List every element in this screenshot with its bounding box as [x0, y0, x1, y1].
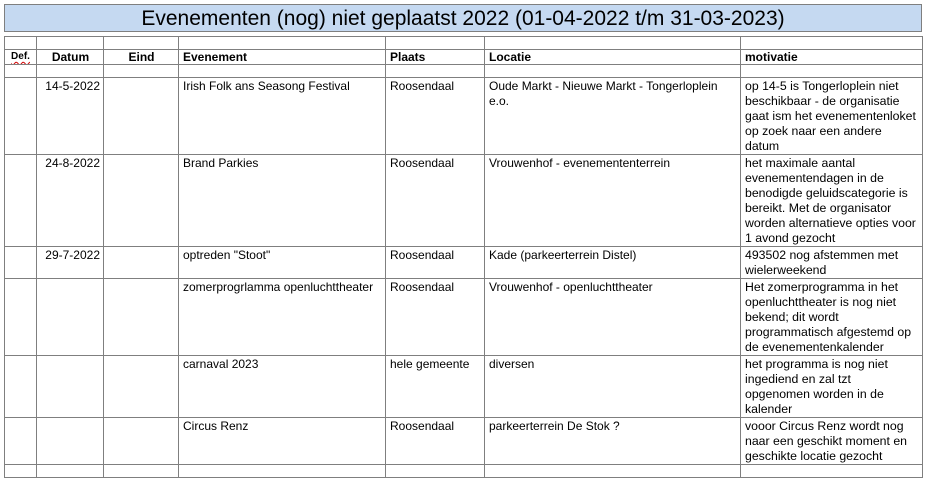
- cell-locatie[interactable]: parkeerterrein De Stok ?: [485, 418, 741, 465]
- cell[interactable]: [485, 465, 741, 478]
- cell-motivatie[interactable]: Het zomerprogramma in het openluchttheater is nog niet bekend; dit wordt programmatisch afgestemd op de evenementenkalender: [741, 279, 923, 356]
- table-row: [5, 247, 923, 279]
- cell-plaats[interactable]: hele gemeente: [386, 356, 485, 418]
- cell[interactable]: [104, 37, 179, 50]
- cell-locatie[interactable]: Vrouwenhof - evenemententerrein: [485, 155, 741, 247]
- cell-datum[interactable]: 29-7-2022: [37, 247, 104, 279]
- cell-evenement[interactable]: Circus Renz: [179, 418, 386, 465]
- cell[interactable]: [179, 65, 386, 78]
- header-locatie[interactable]: Locatie: [485, 50, 741, 65]
- blank-row: [5, 37, 923, 50]
- cell-plaats[interactable]: Roosendaal: [386, 247, 485, 279]
- cell[interactable]: [37, 65, 104, 78]
- cell-evenement[interactable]: Irish Folk ans Seasong Festival: [179, 78, 386, 155]
- cell-eind[interactable]: [104, 155, 179, 247]
- cell[interactable]: [741, 465, 923, 478]
- table-row: [5, 78, 923, 155]
- cell[interactable]: [104, 465, 179, 478]
- cell-def[interactable]: [5, 356, 37, 418]
- cell[interactable]: [485, 65, 741, 78]
- cell[interactable]: [37, 465, 104, 478]
- cell-plaats[interactable]: Roosendaal: [386, 418, 485, 465]
- cell-eind[interactable]: [104, 247, 179, 279]
- cell[interactable]: [5, 65, 37, 78]
- cell-evenement[interactable]: carnaval 2023: [179, 356, 386, 418]
- cell[interactable]: [485, 37, 741, 50]
- header-eind[interactable]: Eind: [104, 50, 179, 65]
- header-motivatie[interactable]: motivatie: [741, 50, 923, 65]
- table-row: [5, 418, 923, 465]
- cell[interactable]: [386, 65, 485, 78]
- cell-datum[interactable]: 24-8-2022: [37, 155, 104, 247]
- cell-evenement[interactable]: zomerprogrlamma openluchttheater: [179, 279, 386, 356]
- cell-eind[interactable]: [104, 78, 179, 155]
- cell-def[interactable]: [5, 78, 37, 155]
- sheet-title: Evenementen (nog) niet geplaatst 2022 (01-04-2022 t/m 31-03-2023): [4, 4, 922, 32]
- blank-row: [5, 465, 923, 478]
- cell-eind[interactable]: [104, 418, 179, 465]
- cell-plaats[interactable]: Roosendaal: [386, 78, 485, 155]
- cell[interactable]: [741, 37, 923, 50]
- cell-def[interactable]: [5, 155, 37, 247]
- cell-datum[interactable]: [37, 279, 104, 356]
- cell-motivatie[interactable]: op 14-5 is Tongerloplein niet beschikbaar - de organisatie gaat ism het evenementenloket op zoek naar een andere datum: [741, 78, 923, 155]
- cell[interactable]: [37, 37, 104, 50]
- cell-eind[interactable]: [104, 356, 179, 418]
- cell-plaats[interactable]: Roosendaal: [386, 279, 485, 356]
- table-row: [5, 356, 923, 418]
- cell-motivatie[interactable]: het maximale aantal evenementendagen in de benodigde geluidscategorie is bereikt. Met de organisator worden alternatieve opties voor 1 avond gezocht: [741, 155, 923, 247]
- cell[interactable]: [5, 37, 37, 50]
- cell-locatie[interactable]: diversen: [485, 356, 741, 418]
- cell[interactable]: [386, 465, 485, 478]
- cell-motivatie[interactable]: 493502 nog afstemmen met wielerweekend: [741, 247, 923, 279]
- cell[interactable]: [179, 465, 386, 478]
- cell-plaats[interactable]: Roosendaal: [386, 155, 485, 247]
- header-datum[interactable]: Datum: [37, 50, 104, 65]
- cell-locatie[interactable]: Vrouwenhof - openluchttheater: [485, 279, 741, 356]
- cell-def[interactable]: [5, 418, 37, 465]
- cell-def[interactable]: [5, 279, 37, 356]
- cell-locatie[interactable]: Oude Markt - Nieuwe Markt - Tongerloplein e.o.: [485, 78, 741, 155]
- cell-datum[interactable]: 14-5-2022: [37, 78, 104, 155]
- events-table: [4, 36, 923, 478]
- cell-motivatie[interactable]: het programma is nog niet ingediend en zal tzt opgenomen worden in de kalender: [741, 356, 923, 418]
- cell[interactable]: [5, 465, 37, 478]
- table-row: [5, 279, 923, 356]
- cell-evenement[interactable]: Brand Parkies: [179, 155, 386, 247]
- cell-def[interactable]: [5, 247, 37, 279]
- cell-motivatie[interactable]: vooor Circus Renz wordt nog naar een geschikt moment en geschikte locatie gezocht: [741, 418, 923, 465]
- cell-datum[interactable]: [37, 418, 104, 465]
- cell-locatie[interactable]: Kade (parkeerterrein Distel): [485, 247, 741, 279]
- cell[interactable]: [104, 65, 179, 78]
- header-evenement[interactable]: Evenement: [179, 50, 386, 65]
- cell-eind[interactable]: [104, 279, 179, 356]
- cell[interactable]: [179, 37, 386, 50]
- cell-evenement[interactable]: optreden "Stoot": [179, 247, 386, 279]
- table-row: [5, 155, 923, 247]
- header-row: [5, 50, 923, 65]
- cell[interactable]: [386, 37, 485, 50]
- cell-datum[interactable]: [37, 356, 104, 418]
- blank-row: [5, 65, 923, 78]
- header-def[interactable]: Def.: [5, 50, 37, 65]
- cell[interactable]: [741, 65, 923, 78]
- spreadsheet: [4, 4, 922, 478]
- header-plaats[interactable]: Plaats: [386, 50, 485, 65]
